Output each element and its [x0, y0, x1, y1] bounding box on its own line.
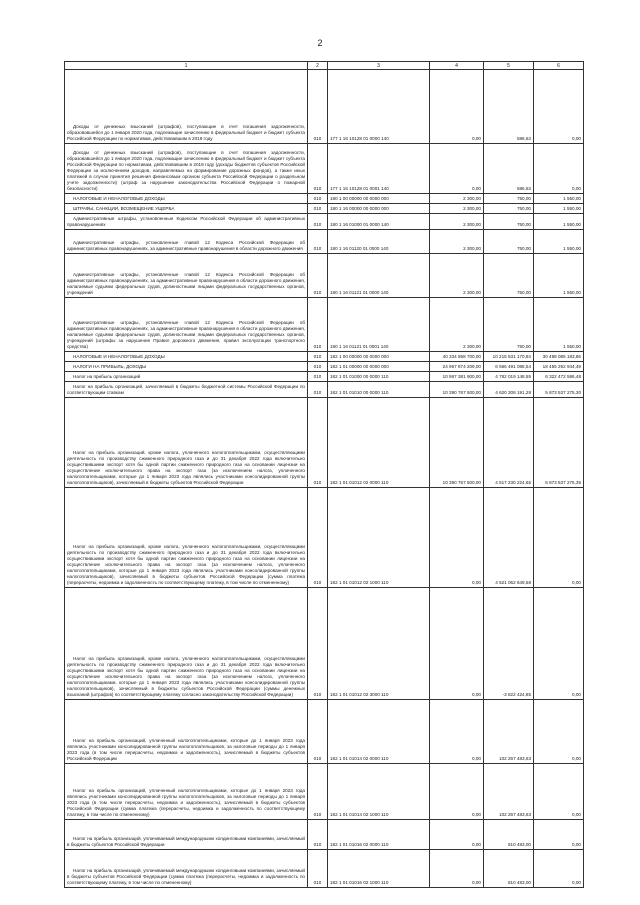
row-line-code: 010	[308, 194, 328, 204]
row-line-code: 010	[308, 700, 328, 764]
row-budget-code: 182 1 01 01016 02 1000 110	[328, 850, 430, 888]
row-line-code: 010	[308, 488, 328, 588]
row-line-code: 010	[308, 204, 328, 214]
column-header: 3	[328, 62, 430, 70]
row-approved-amount: 40 334 858 700,00	[430, 352, 484, 362]
table-row	[65, 850, 584, 888]
row-name-text: Доходы от денежных взысканий (штрафов), поступающие в счет погашения задолженности, образовавшейся до 1 января 2020 года, подлежащие зачислению в федеральный бюджет и бюджет субъекта Российской Федерации по нормативам, действовавшим в 2019 году (доходы бюджетов субъектов Российской Федерации за исключением доходов, направляемых на формирование дорожных фондов), а также иных платежей в случае принятия решения финансовым органом субъекта Российской Федерации о раздельном учете задолженности) (штраф за нарушение законодательства Российской Федерации о пожарной безопасности)	[67, 150, 305, 191]
row-budget-code: 180 1 00 00000 00 0000 000	[328, 194, 430, 204]
row-budget-code: 182 1 00 00000 00 0000 000	[328, 352, 430, 362]
row-approved-amount: 0,00	[430, 820, 484, 850]
column-header-row	[65, 62, 584, 70]
row-name	[65, 70, 308, 144]
row-name-text: ШТРАФЫ, САНКЦИИ, ВОЗМЕЩЕНИЕ УЩЕРБА	[73, 206, 175, 211]
row-name-text: Налог на прибыль организаций, уплаченный налогоплательщиками, которые до 1 января 2023 года являлись участниками консолидированной группы налогоплательщиков, за налоговые периоды до 1 января 2023 года (в том числе перерасчеты, недоимка и задолженность), зачисляемый в бюджеты субъектов Российской Федерации (сумма платежа (перерасчеты, недоимка и задолженность по соответствующему платежу, в том числе по отмененному)	[67, 788, 305, 817]
row-line-code: 010	[308, 70, 328, 144]
row-name-text: Налог на прибыль организаций, уплачиваемый международными холдинговыми компаниями, зачисляемый в бюджеты субъектов Российской Федерации	[67, 836, 305, 847]
row-budget-code: 182 1 01 01014 02 0000 110	[328, 700, 430, 764]
row-approved-amount: 0,00	[430, 700, 484, 764]
table-row	[65, 588, 584, 700]
row-budget-code: 182 1 01 00000 00 0000 000	[328, 362, 430, 372]
table-row	[65, 820, 584, 850]
row-line-code: 010	[308, 254, 328, 298]
row-name-text: Административные штрафы, установленные главой 12 Кодекса Российской Федерации об административных правонарушениях, за административные правонарушения в области дорожного движения, налагаемые судьями федеральных судов, должностными лицами федеральных государственных органов, учреждений	[67, 272, 305, 295]
row-approved-amount: 24 967 874 209,00	[430, 362, 484, 372]
row-name	[65, 488, 308, 588]
row-remaining-amount: 1 550,00	[534, 204, 584, 214]
row-approved-amount: 10 390 767 500,00	[430, 382, 484, 398]
row-executed-amount: 750,00	[484, 194, 534, 204]
row-executed-amount: 10 215 531 170,84	[484, 352, 534, 362]
row-budget-code: 182 1 01 01012 02 3000 110	[328, 588, 430, 700]
row-line-code: 010	[308, 850, 328, 888]
row-name-text: Административные штрафы, установленные Кодексом Российской Федерации об административных правонарушениях	[67, 216, 305, 227]
row-approved-amount: 10 967 381 900,00	[430, 372, 484, 382]
row-name-text: Налог на прибыль организаций, кроме налога, уплаченного налогоплательщиками, осуществляющими деятельность по производству сжиженного природного газа и до 31 декабря 2022 года включительно осуществившими экспорт хотя бы одной партии сжиженного природного газа на основании лицензии на осуществление исключительного права на экспорт газа (за исключением налога, уплаченного налогоплательщиками, которые до 1 января 2023 года являлись участниками консолидированной группы налогоплательщиков), зачисляемый в бюджеты субъектов Российской Федерации (сумма платежа (перерасчеты, недоимка и задолженность по соответствующему платежу, в том числе по отмененному)	[67, 544, 305, 585]
row-name	[65, 352, 308, 362]
row-name	[65, 372, 308, 382]
row-approved-amount: 10 390 767 500,00	[430, 398, 484, 488]
row-line-code: 010	[308, 362, 328, 372]
row-name	[65, 398, 308, 488]
row-remaining-amount: 0,00	[534, 588, 584, 700]
row-line-code: 010	[308, 588, 328, 700]
column-header: 2	[308, 62, 328, 70]
table-row	[65, 254, 584, 298]
row-budget-code: 180 1 16 01121 01 0001 140	[328, 298, 430, 352]
row-approved-amount: 2 300,00	[430, 254, 484, 298]
row-executed-amount: 586,63	[484, 70, 534, 144]
row-budget-code: 180 1 16 01121 01 0000 140	[328, 254, 430, 298]
row-approved-amount: 0,00	[430, 70, 484, 144]
row-name-text: Налог на прибыль организаций, кроме налога, уплаченного налогоплательщиками, осуществляющими деятельность по производству сжиженного природного газа и до 31 декабря 2022 года включительно осуществившими экспорт хотя бы одной партии сжиженного природного газа на основании лицензии на осуществление исключительного права на экспорт газа (за исключением налога, уплаченного налогоплательщиками, которые до 1 января 2023 года являлись участниками консолидированной группы налогоплательщиков), зачисляемый в бюджеты субъектов Российской Федерации (суммы денежных взысканий (штрафов) по соответствующему платежу согласно законодательству Российской Федерации)	[67, 656, 305, 697]
row-approved-amount: 0,00	[430, 764, 484, 820]
table-row	[65, 204, 584, 214]
row-name	[65, 820, 308, 850]
row-remaining-amount: 0,00	[534, 764, 584, 820]
row-approved-amount: 0,00	[430, 488, 484, 588]
row-executed-amount: 810 483,00	[484, 850, 534, 888]
row-remaining-amount: 1 550,00	[534, 194, 584, 204]
row-line-code: 010	[308, 398, 328, 488]
column-header: 1	[65, 62, 308, 70]
row-name-text: НАЛОГОВЫЕ И НЕНАЛОГОВЫЕ ДОХОДЫ	[73, 196, 165, 201]
row-executed-amount: 6 566 491 088,54	[484, 362, 534, 372]
row-remaining-amount: 0,00	[534, 488, 584, 588]
row-budget-code: 177 1 16 10128 01 0001 140	[328, 144, 430, 194]
page-number: 2	[317, 38, 323, 48]
row-name-text: НАЛОГИ НА ПРИБЫЛЬ, ДОХОДЫ	[73, 364, 147, 369]
row-remaining-amount: 0,00	[534, 850, 584, 888]
row-remaining-amount: 6 322 472 586,48	[534, 372, 584, 382]
table-row	[65, 700, 584, 764]
row-approved-amount: 2 300,00	[430, 298, 484, 352]
row-name	[65, 230, 308, 254]
row-executed-amount: 4 517 230 224,65	[484, 398, 534, 488]
table-row	[65, 372, 584, 382]
row-line-code: 010	[308, 372, 328, 382]
row-name	[65, 700, 308, 764]
row-line-code: 010	[308, 382, 328, 398]
row-name-text: Доходы от денежных взысканий (штрафов), поступающие в счет погашения задолженности, образовавшейся до 1 января 2020 года, подлежащие зачислению в федеральный бюджет и бюджет субъекта Российской Федерации по нормативам, действовавшим в 2019 году	[67, 124, 305, 141]
row-executed-amount: 810 483,00	[484, 820, 534, 850]
row-name-text: Административные штрафы, установленные главой 12 Кодекса Российской Федерации об административных правонарушениях, за административные правонарушения в области дорожного движения	[67, 240, 305, 251]
row-executed-amount: 750,00	[484, 254, 534, 298]
row-budget-code: 180 1 16 01120 01 0000 140	[328, 230, 430, 254]
row-executed-amount: 102 267 483,63	[484, 764, 534, 820]
row-approved-amount: 0,00	[430, 588, 484, 700]
row-budget-code: 182 1 01 01016 02 0000 110	[328, 820, 430, 850]
row-executed-amount: -3 822 424,85	[484, 588, 534, 700]
row-name	[65, 298, 308, 352]
table-row	[65, 144, 584, 194]
row-executed-amount: 586,63	[484, 144, 534, 194]
row-executed-amount: 750,00	[484, 214, 534, 230]
row-name	[65, 850, 308, 888]
table-row	[65, 70, 584, 144]
row-remaining-amount: 18 455 292 944,49	[534, 362, 584, 372]
row-executed-amount: 4 620 308 191,28	[484, 382, 534, 398]
row-executed-amount: 4 782 019 148,55	[484, 372, 534, 382]
row-budget-code: 182 1 01 01000 00 0000 110	[328, 372, 430, 382]
row-name	[65, 764, 308, 820]
row-budget-code: 182 1 01 01010 00 0000 110	[328, 382, 430, 398]
row-budget-code: 180 1 16 01000 01 0000 140	[328, 214, 430, 230]
row-name-text: НАЛОГОВЫЕ И НЕНАЛОГОВЫЕ ДОХОДЫ	[73, 354, 165, 359]
row-name-text: Налог на прибыль организаций, кроме налога, уплаченного налогоплательщиками, осуществляющими деятельность по производству сжиженного природного газа и до 31 декабря 2022 года включительно осуществившими экспорт хотя бы одной партии сжиженного природного газа на основании лицензии на осуществление исключительного права на экспорт газа (за исключением налога, уплаченного налогоплательщиками, которые до 1 января 2023 года являлись участниками консолидированной группы налогоплательщиков), зачисляемый в бюджеты субъектов Российской Федерации	[67, 450, 305, 485]
row-approved-amount: 0,00	[430, 144, 484, 194]
table-row	[65, 298, 584, 352]
row-remaining-amount: 5 873 537 275,30	[534, 382, 584, 398]
row-name-text: Налог на прибыль организаций	[73, 374, 141, 379]
row-name-text: Налог на прибыль организаций, зачисляемый в бюджеты бюджетной системы Российской Федерации по соответствующим ставкам	[67, 384, 305, 395]
table-row	[65, 352, 584, 362]
table-row	[65, 362, 584, 372]
row-name	[65, 204, 308, 214]
table-row	[65, 382, 584, 398]
row-remaining-amount: 0,00	[534, 700, 584, 764]
row-line-code: 010	[308, 820, 328, 850]
row-remaining-amount: 0,00	[534, 144, 584, 194]
row-line-code: 010	[308, 352, 328, 362]
row-approved-amount: 0,00	[430, 850, 484, 888]
row-name	[65, 254, 308, 298]
row-approved-amount: 2 300,00	[430, 204, 484, 214]
row-remaining-amount: 0,00	[534, 820, 584, 850]
row-name	[65, 588, 308, 700]
row-name-text: Административные штрафы, установленные главой 12 Кодекса Российской Федерации об административных правонарушениях, за административные правонарушения в области дорожного движения, налагаемые судьями федеральных судов, должностными лицами федеральных государственных органов, учреждений (штрафы за нарушение Правил дорожного движения, правил эксплуатации транспортного средства)	[67, 320, 305, 349]
table-row	[65, 488, 584, 588]
row-remaining-amount: 30 498 085 183,86	[534, 352, 584, 362]
table-row	[65, 214, 584, 230]
row-approved-amount: 2 300,00	[430, 214, 484, 230]
row-executed-amount: 750,00	[484, 230, 534, 254]
row-line-code: 010	[308, 298, 328, 352]
row-remaining-amount: 1 550,00	[534, 254, 584, 298]
row-name-text: Налог на прибыль организаций, уплаченный налогоплательщиками, которые до 1 января 2023 года являлись участниками консолидированной группы налогоплательщиков, за налоговые периоды до 1 января 2023 года (в том числе перерасчеты, недоимка и задолженность), зачисляемый в бюджеты субъектов Российской Федерации	[67, 738, 305, 761]
row-remaining-amount: 1 550,00	[534, 298, 584, 352]
row-name	[65, 144, 308, 194]
table-row	[65, 398, 584, 488]
row-line-code: 010	[308, 144, 328, 194]
row-approved-amount: 2 300,00	[430, 194, 484, 204]
row-name-text: Налог на прибыль организаций, уплачиваемый международными холдинговыми компаниями, зачисляемый в бюджеты субъектов Российской Федерации (сумма платежа (перерасчеты, недоимка и задолженность по соответствующему платежу, в том числе по отмененному)	[67, 868, 305, 885]
row-budget-code: 177 1 16 10128 01 0000 140	[328, 70, 430, 144]
row-approved-amount: 2 300,00	[430, 230, 484, 254]
row-line-code: 010	[308, 230, 328, 254]
row-line-code: 010	[308, 764, 328, 820]
column-header: 6	[534, 62, 584, 70]
row-budget-code: 180 1 16 00000 00 0000 000	[328, 204, 430, 214]
row-remaining-amount: 1 550,00	[534, 230, 584, 254]
row-executed-amount: 4 521 052 649,58	[484, 488, 534, 588]
row-line-code: 010	[308, 214, 328, 230]
row-name	[65, 194, 308, 204]
table-row	[65, 764, 584, 820]
row-budget-code: 182 1 01 01012 02 0000 110	[328, 398, 430, 488]
row-executed-amount: 750,00	[484, 204, 534, 214]
row-budget-code: 182 1 01 01014 02 1000 110	[328, 764, 430, 820]
table-row	[65, 230, 584, 254]
revenue-table	[64, 61, 584, 888]
row-remaining-amount: 5 873 537 275,35	[534, 398, 584, 488]
row-executed-amount: 102 267 483,63	[484, 700, 534, 764]
row-name	[65, 362, 308, 372]
row-name	[65, 214, 308, 230]
column-header: 5	[484, 62, 534, 70]
row-remaining-amount: 1 550,00	[534, 214, 584, 230]
table-row	[65, 194, 584, 204]
row-budget-code: 182 1 01 01012 02 1000 110	[328, 488, 430, 588]
column-header: 4	[430, 62, 484, 70]
row-name	[65, 382, 308, 398]
row-executed-amount: 750,00	[484, 298, 534, 352]
row-remaining-amount: 0,00	[534, 70, 584, 144]
